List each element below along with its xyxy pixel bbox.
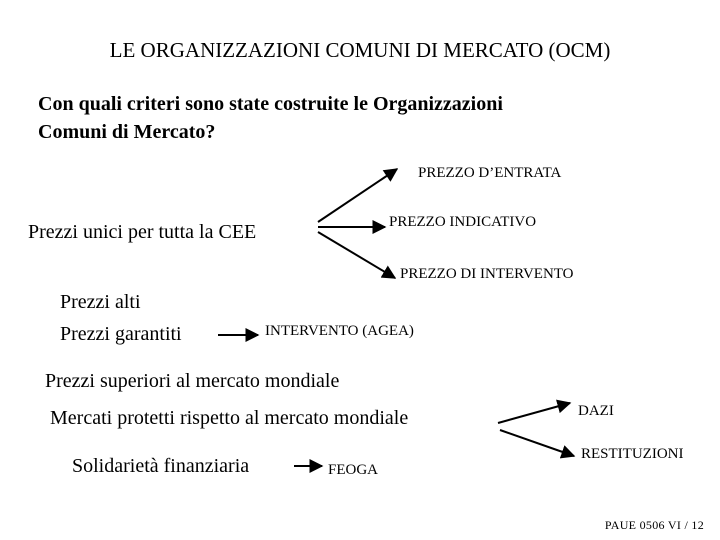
question-line-2: Comuni di Mercato? bbox=[38, 121, 216, 143]
label-prezzi-alti: Prezzi alti bbox=[60, 291, 141, 313]
arrow-to-restituzioni bbox=[500, 430, 574, 456]
label-intervento-agea: INTERVENTO (AGEA) bbox=[265, 323, 414, 339]
label-prezzi-garantiti: Prezzi garantiti bbox=[60, 323, 182, 345]
label-dazi: DAZI bbox=[578, 403, 614, 419]
label-feoga: FEOGA bbox=[328, 462, 379, 478]
label-prezzo-entrata: PREZZO D’ENTRATA bbox=[418, 165, 562, 181]
question-line-1: Con quali criteri sono state costruite le Organizzazioni bbox=[38, 93, 503, 115]
slide-title: LE ORGANIZZAZIONI COMUNI DI MERCATO (OCM) bbox=[109, 38, 611, 62]
footer-page-ref: PAUE 0506 VI / 12 bbox=[604, 518, 704, 532]
arrow-to-prezzo-intervento bbox=[318, 232, 395, 278]
label-prezzo-intervento: PREZZO DI INTERVENTO bbox=[400, 266, 574, 282]
label-mercati-protetti: Mercati protetti rispetto al mercato mondiale bbox=[50, 407, 409, 429]
arrow-to-prezzo-entrata bbox=[318, 169, 397, 222]
label-restituzioni: RESTITUZIONI bbox=[581, 446, 684, 462]
label-prezzo-indicativo: PREZZO INDICATIVO bbox=[389, 214, 537, 230]
label-prezzi-unici: Prezzi unici per tutta la CEE bbox=[28, 221, 257, 243]
arrow-to-dazi bbox=[498, 403, 570, 423]
label-prezzi-superiori: Prezzi superiori al mercato mondiale bbox=[45, 370, 340, 392]
label-solidarieta: Solidarietà finanziaria bbox=[72, 455, 250, 477]
